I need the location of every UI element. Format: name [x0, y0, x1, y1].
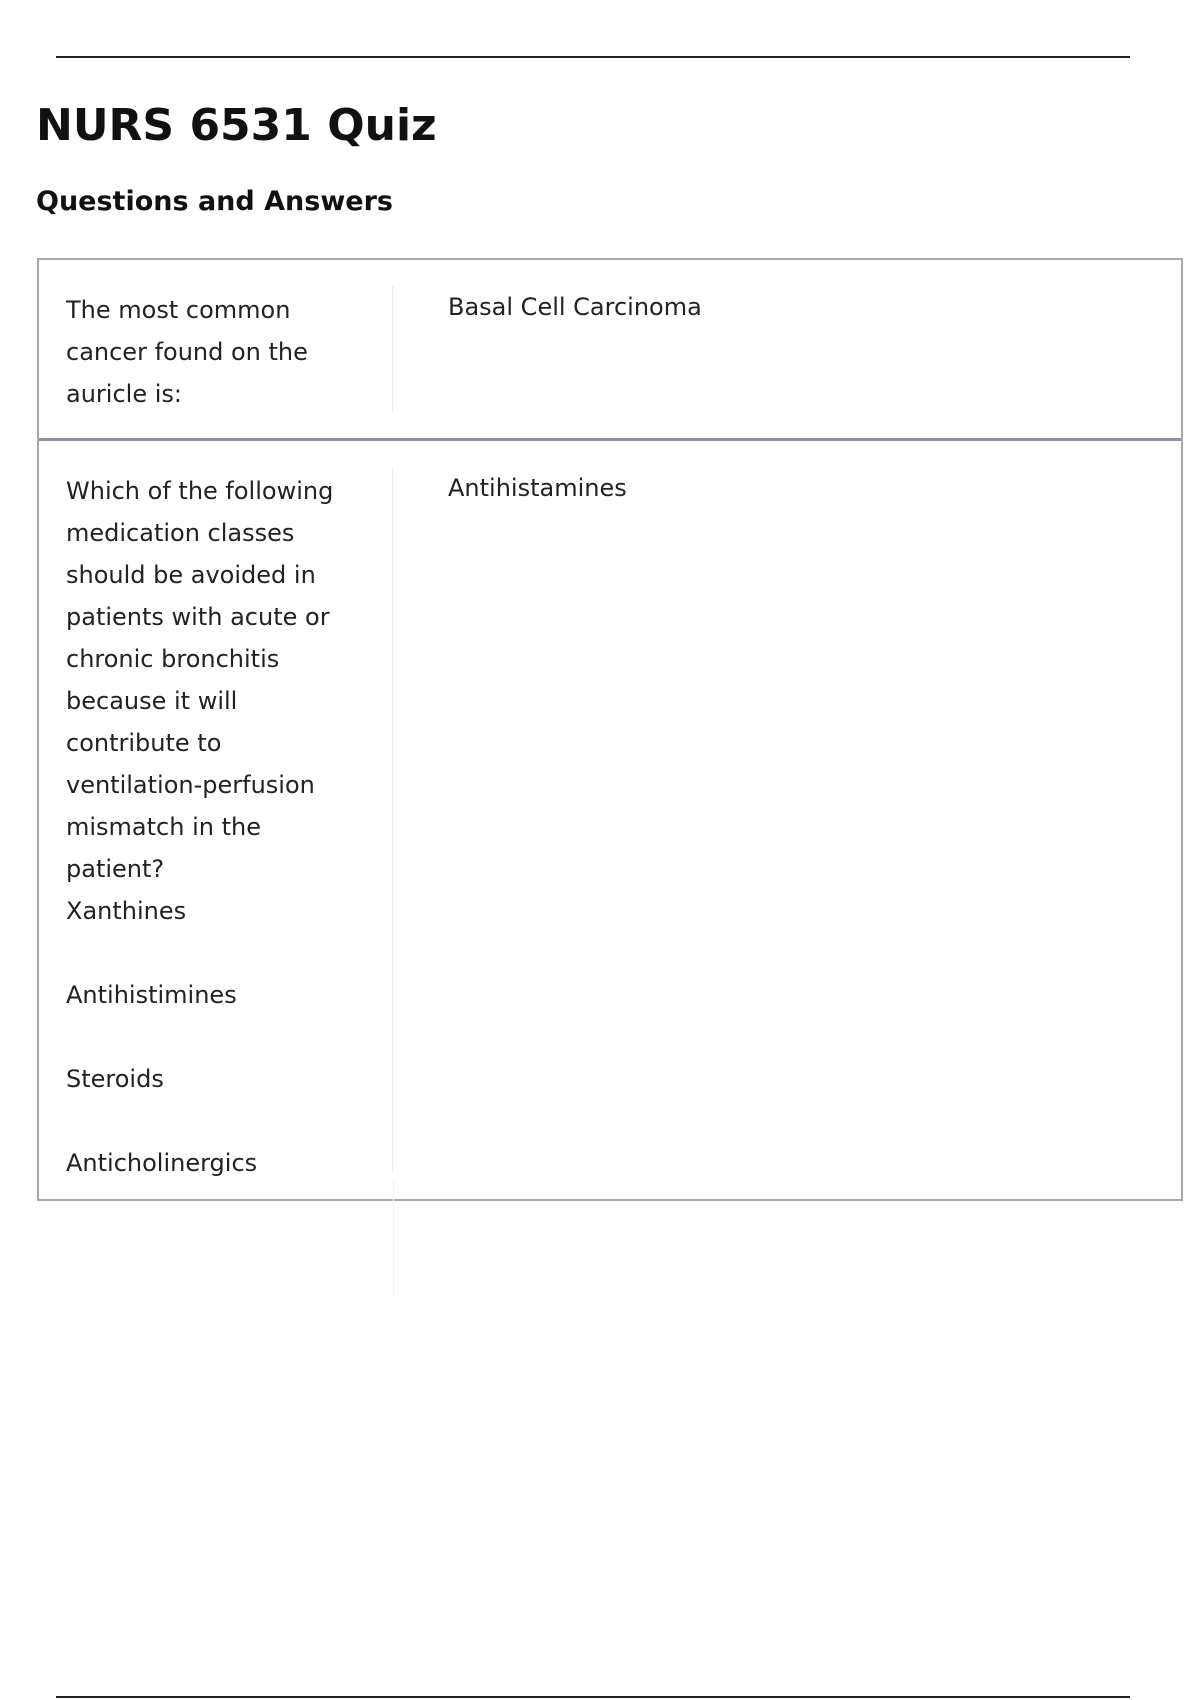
question-text-line: should be avoided in — [66, 561, 316, 589]
page-title: NURS 6531 Quiz — [36, 100, 437, 151]
question-text-line: Which of the following — [66, 477, 334, 505]
question-text-line: contribute to — [66, 729, 222, 757]
answer-text: Basal Cell Carcinoma — [448, 293, 702, 321]
question-text-line: patient? — [66, 855, 165, 883]
question-text-line: mismatch in the — [66, 813, 261, 841]
question-text-line: ventilation-perfusion — [66, 771, 315, 799]
option-anticholinergics: Anticholinergics — [66, 1149, 258, 1177]
question-cell — [39, 260, 393, 438]
question-text-line: auricle is: — [66, 380, 182, 408]
qa-row — [39, 260, 1181, 438]
page-subtitle: Questions and Answers — [36, 186, 393, 217]
answer-text: Antihistamines — [448, 474, 627, 502]
answer-cell — [393, 441, 1181, 1199]
answer-options — [66, 890, 393, 1184]
bottom-rule — [56, 1696, 1130, 1698]
option-steroids: Steroids — [66, 1065, 164, 1093]
question-text-line: because it will — [66, 687, 238, 715]
qa-row — [39, 438, 1181, 1199]
column-divider — [393, 1180, 394, 1296]
top-rule — [56, 56, 1130, 58]
question-text-line: medication classes — [66, 519, 295, 547]
option-xanthines: Xanthines — [66, 897, 187, 925]
question-text-line: patients with acute or — [66, 603, 330, 631]
answer-cell — [393, 260, 1181, 438]
question-text-line: cancer found on the — [66, 338, 308, 366]
question-text-line: The most common — [66, 296, 291, 324]
question-cell — [39, 441, 393, 1199]
question-text-line: chronic bronchitis — [66, 645, 280, 673]
qa-table — [37, 258, 1183, 1201]
option-antihistimines: Antihistimines — [66, 981, 237, 1009]
